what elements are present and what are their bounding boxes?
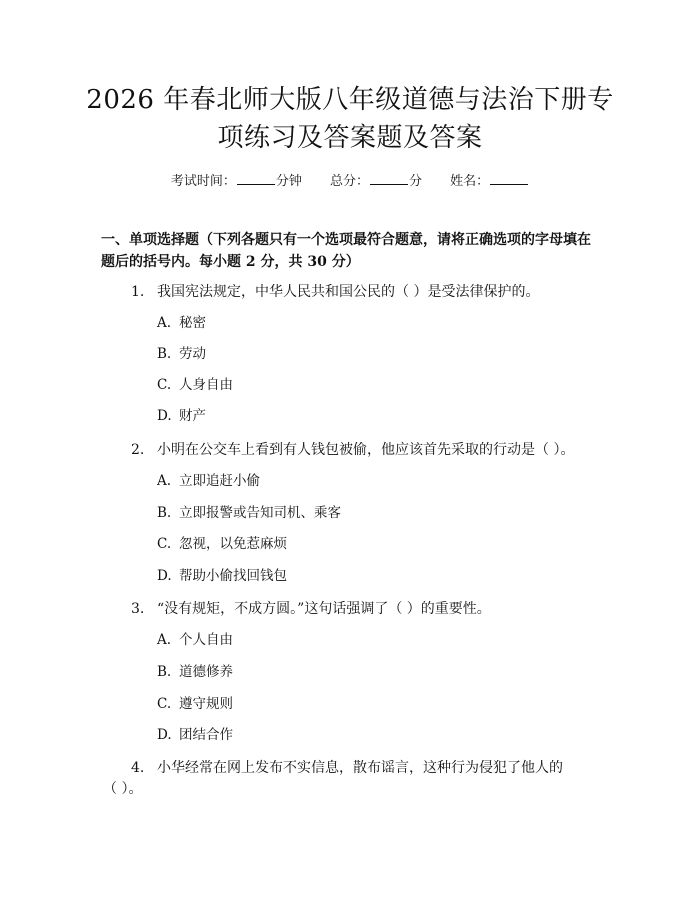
student-name [450, 174, 529, 189]
question-text: 小明在公交车上看到有人钱包被偷，他应该首先采取的行动是（ ）。 [157, 442, 575, 458]
question-text: 小华经常在网上发布不实信息，散布谣言，这种行为侵犯了他人的 [157, 760, 563, 776]
exam-time-label: 考试时间： [170, 174, 236, 189]
option-text: 个人自由 [179, 632, 233, 648]
option-text: 劳动 [179, 346, 206, 362]
option-text: 立即报警或告知司机、乘客 [179, 505, 341, 521]
student-name-blank [490, 172, 528, 185]
total-score-label: 总分： [329, 174, 369, 189]
exam-time-blank [237, 172, 275, 185]
question-number: 4. [131, 760, 145, 776]
option-letter: D. [157, 408, 172, 424]
option-letter: C. [157, 696, 172, 712]
student-name-label: 姓名： [450, 174, 490, 189]
total-score-blank [370, 172, 408, 185]
option-letter: C. [157, 377, 172, 393]
question-stem [131, 599, 491, 619]
option-text: 人身自由 [179, 377, 233, 393]
option-letter: C. [157, 536, 172, 552]
option-item [157, 694, 233, 714]
section-title-line2: 题后的括号内。每小题 2 分，共 30 分） [101, 254, 360, 270]
option-letter: B. [157, 346, 172, 362]
option-item [157, 725, 233, 745]
option-text: 秘密 [179, 315, 206, 331]
total-score-unit: 分 [409, 174, 423, 189]
option-text: 立即追赶小偷 [179, 473, 260, 489]
option-letter: A. [157, 473, 172, 489]
question-stem [131, 440, 574, 460]
option-text: 道德修养 [179, 664, 233, 680]
option-letter: D. [157, 568, 172, 584]
option-item [157, 566, 287, 586]
option-text: 团结合作 [179, 727, 233, 743]
option-item [157, 534, 287, 554]
exam-meta [0, 170, 700, 189]
option-letter: D. [157, 727, 172, 743]
option-letter: A. [157, 315, 172, 331]
option-text: 帮助小偷找回钱包 [179, 568, 287, 584]
option-item [157, 471, 260, 491]
document-title-line1: 2026 年春北师大版八年级道德与法治下册专 [86, 85, 614, 115]
option-item [157, 344, 206, 364]
option-text: 财产 [179, 408, 206, 424]
question-stem-continuation: （ ）。 [103, 781, 143, 797]
option-text: 遵守规则 [179, 696, 233, 712]
question-stem [131, 758, 563, 778]
exam-time-unit: 分钟 [275, 174, 302, 189]
option-item [157, 406, 206, 426]
option-item [157, 313, 206, 333]
question-number: 2. [131, 442, 145, 458]
question-text: 我国宪法规定，中华人民共和国公民的（ ）是受法律保护的。 [157, 284, 540, 300]
document-title-line2: 项练习及答案题及答案 [217, 123, 483, 153]
total-score [330, 174, 422, 189]
option-letter: A. [157, 632, 172, 648]
exam-time [171, 174, 302, 189]
option-item [157, 375, 233, 395]
question-number: 3. [131, 601, 145, 617]
option-text: 忽视，以免惹麻烦 [179, 536, 287, 552]
option-letter: B. [157, 505, 172, 521]
question-stem [131, 282, 539, 302]
option-item [157, 503, 341, 523]
option-letter: B. [157, 664, 172, 680]
option-item [157, 662, 233, 682]
section-title-line1: 一、单项选择题（下列各题只有一个选项最符合题意，请将正确选项的字母填在 [101, 232, 591, 248]
question-number: 1. [131, 284, 145, 300]
option-item [157, 630, 233, 650]
question-text: “没有规矩，不成方圆。”这句话强调了（ ）的重要性。 [157, 601, 491, 617]
